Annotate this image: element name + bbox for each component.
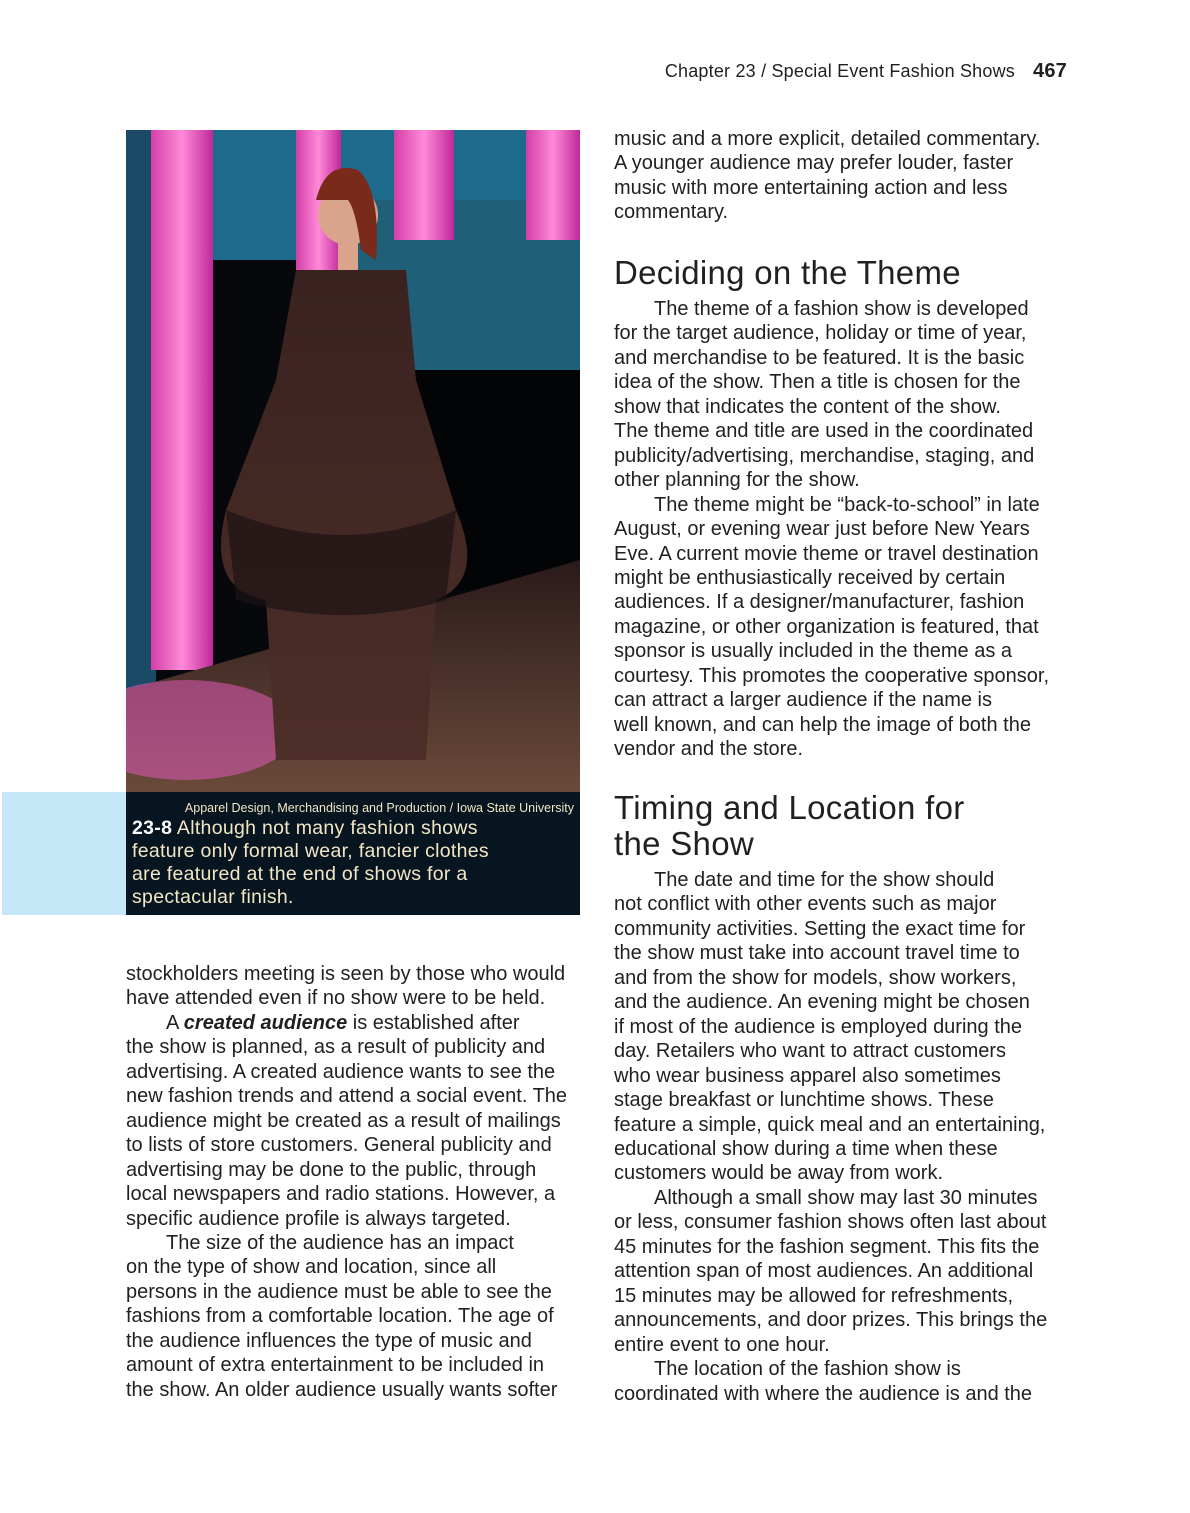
- text-line: Eve. A current movie theme or travel destination: [614, 542, 1039, 565]
- text-line: audience might be created as a result of mailings: [126, 1109, 561, 1132]
- text-line: if most of the audience is employed during the: [614, 1015, 1023, 1038]
- text-line: attention span of most audiences. An additional: [614, 1260, 1034, 1283]
- running-title: Chapter 23 / Special Event Fashion Shows: [664, 61, 1016, 81]
- text-line: amount of extra entertainment to be included in: [126, 1354, 545, 1377]
- text-line: might be enthusiastically received by certain: [614, 566, 1006, 589]
- text-line: customers would be away from work.: [614, 1162, 944, 1185]
- text-line: entire event to one hour.: [614, 1333, 830, 1356]
- text-line: August, or evening wear just before New Years: [614, 518, 1030, 541]
- text-line: or less, consumer fashion shows often last about: [614, 1211, 1047, 1234]
- text-line: The size of the audience has an impact: [166, 1231, 514, 1254]
- text-line: stockholders meeting is seen by those who would: [126, 963, 566, 985]
- text-run: A: [166, 1011, 184, 1034]
- text-line: magazine, or other organization is featured, that: [614, 615, 1039, 638]
- text-line: The theme of a fashion show is developed: [654, 298, 1029, 320]
- text-line: not conflict with other events such as major: [614, 893, 997, 916]
- caption-line: feature only formal wear, fancier clothes: [132, 840, 489, 862]
- heading-deciding-theme: Deciding on the Theme: [614, 254, 961, 291]
- text-line: courtesy. This promotes the cooperative sponsor,: [614, 664, 1050, 687]
- theme-section-text: [614, 297, 1049, 762]
- text-line: other planning for the show.: [614, 469, 860, 492]
- text-line: idea of the show. Then a title is chosen for the: [614, 371, 1021, 394]
- timing-section-text: [614, 868, 1047, 1406]
- text-line: [126, 1011, 567, 1035]
- text-line: new fashion trends and attend a social event. The: [126, 1085, 568, 1108]
- text-run: is established after: [347, 1011, 520, 1034]
- heading-line: the Show: [614, 825, 754, 862]
- paragraph-continued: [126, 962, 567, 1011]
- key-term: created audience: [183, 1011, 348, 1034]
- paragraph-created-audience: [126, 1011, 567, 1231]
- text-line: vendor and the store.: [614, 738, 804, 761]
- text-line: day. Retailers who want to attract customers: [614, 1040, 1007, 1063]
- text-line: publicity/advertising, merchandise, staging, and: [614, 444, 1035, 467]
- text-line: sponsor is usually included in the theme as a: [614, 640, 1013, 663]
- text-line: for the target audience, holiday or time of year,: [614, 322, 1027, 345]
- text-line: fashions from a comfortable location. The age of: [126, 1305, 554, 1328]
- text-line: music with more entertaining action and less: [614, 176, 1008, 199]
- left-column-text: [126, 962, 567, 1402]
- text-line: can attract a larger audience if the name is: [614, 689, 992, 712]
- text-line: the audience influences the type of music and: [126, 1329, 532, 1352]
- text-line: A younger audience may prefer louder, faster: [614, 152, 1014, 175]
- caption-line: spectacular finish.: [132, 886, 294, 908]
- text-line: The date and time for the show should: [654, 869, 995, 891]
- text-line: announcements, and door prizes. This brings the: [614, 1309, 1048, 1332]
- caption-line: Although not many fashion shows: [176, 817, 478, 839]
- text-line: educational show during a time when these: [614, 1137, 998, 1160]
- heading-line: Timing and Location for: [614, 789, 965, 826]
- text-line: to lists of store customers. General publicity and: [126, 1134, 552, 1157]
- text-line: and the audience. An evening might be chosen: [614, 991, 1030, 1014]
- text-line: coordinated with where the audience is and the: [614, 1382, 1033, 1405]
- caption-accent-block: [2, 792, 126, 915]
- figure-caption-box: [126, 792, 580, 915]
- text-line: who wear business apparel also sometimes: [614, 1064, 1001, 1087]
- heading-timing-location: [614, 790, 965, 862]
- text-line: the show. An older audience usually wants softer: [126, 1378, 558, 1401]
- running-header: [665, 60, 1067, 83]
- page-number: 467: [1033, 60, 1067, 82]
- text-line: have attended even if no show were to be held.: [126, 987, 546, 1010]
- text-line: The theme and title are used in the coordinated: [614, 420, 1034, 443]
- text-line: and merchandise to be featured. It is the basic: [614, 346, 1025, 369]
- text-line: the show is planned, as a result of publicity and: [126, 1036, 546, 1059]
- text-line: The theme might be “back-to-school” in late: [654, 493, 1040, 516]
- text-line: community activities. Setting the exact time for: [614, 917, 1026, 940]
- photo-credit: Apparel Design, Merchandising and Production / Iowa State University: [184, 801, 574, 815]
- text-line: show that indicates the content of the show.: [614, 395, 1001, 418]
- caption-line: are featured at the end of shows for a: [132, 863, 468, 885]
- figure-photo-runway-model: [126, 130, 580, 792]
- text-line: Although a small show may last 30 minutes: [654, 1186, 1038, 1209]
- text-line: audiences. If a designer/manufacturer, fashion: [614, 591, 1025, 614]
- text-line: well known, and can help the image of both the: [614, 713, 1031, 736]
- text-line: on the type of show and location, since all: [126, 1256, 497, 1279]
- text-line: local newspapers and radio stations. However, a: [126, 1183, 556, 1206]
- text-line: and from the show for models, show workers,: [614, 966, 1017, 989]
- paragraph-audience-size: [126, 1231, 567, 1402]
- figure-caption: [132, 817, 489, 909]
- text-line: persons in the audience must be able to see the: [126, 1280, 552, 1303]
- text-line: feature a simple, quick meal and an entertaining,: [614, 1113, 1046, 1136]
- figure-number: 23-8: [132, 817, 173, 839]
- text-line: advertising. A created audience wants to see the: [126, 1060, 556, 1083]
- text-line: specific audience profile is always targeted.: [126, 1207, 511, 1230]
- text-line: commentary.: [614, 201, 729, 224]
- text-line: The location of the fashion show is: [654, 1358, 961, 1381]
- text-line: stage breakfast or lunchtime shows. These: [614, 1089, 994, 1112]
- text-line: music and a more explicit, detailed commentary.: [614, 128, 1041, 150]
- text-line: 15 minutes may be allowed for refreshments,: [614, 1284, 1014, 1307]
- text-line: 45 minutes for the fashion segment. This fits the: [614, 1235, 1040, 1258]
- right-intro-text: [614, 127, 1040, 225]
- text-line: advertising may be done to the public, through: [126, 1158, 537, 1181]
- text-line: the show must take into account travel time to: [614, 942, 1020, 965]
